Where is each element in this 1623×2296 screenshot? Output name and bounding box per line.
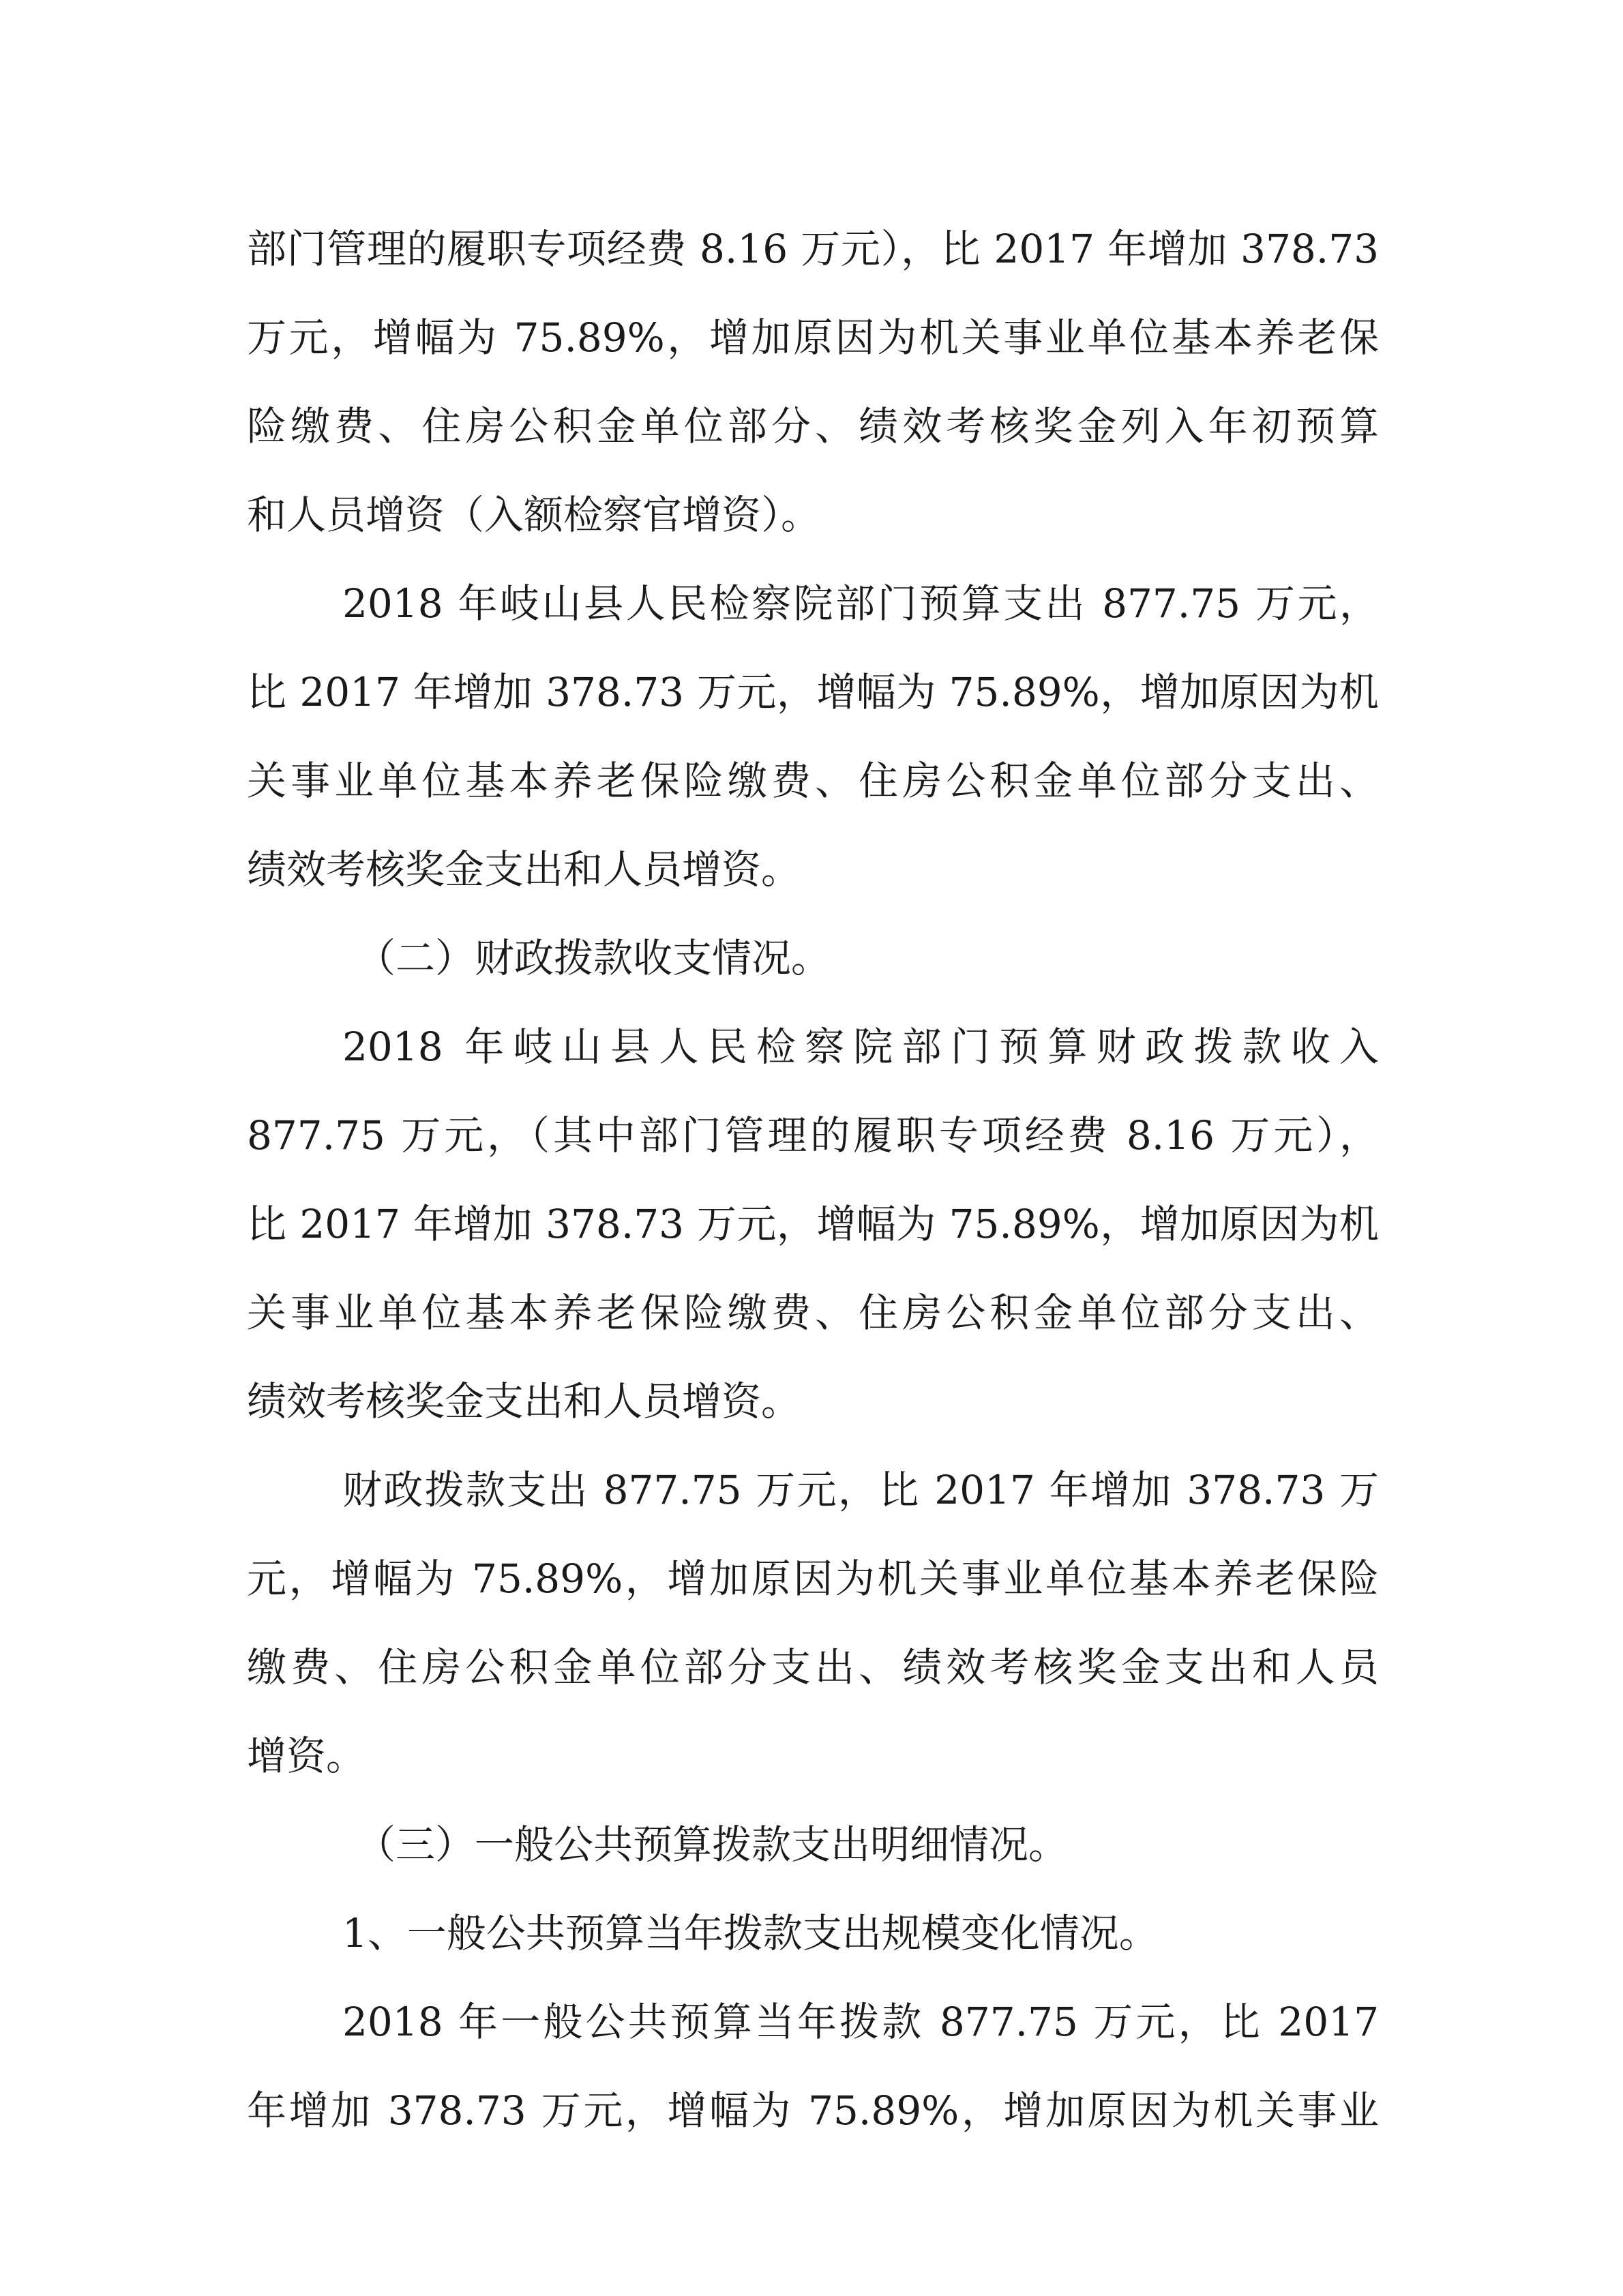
text-line: 万元，增幅为 75.89%，增加原因为机关事业单位基本养老保 <box>247 314 1379 361</box>
text-line: 877.75 万元，（其中部门管理的履职专项经费 8.16 万元）， <box>247 1112 1379 1159</box>
text-line: 关事业单位基本养老保险缴费、住房公积金单位部分支出、 <box>247 758 1379 804</box>
text-line: 比 2017 年增加 378.73 万元，增幅为 75.89%，增加原因为机 <box>247 669 1379 715</box>
paragraph-first-line: 财政拨款支出 877.75 万元，比 2017 年增加 378.73 万 <box>342 1467 1379 1513</box>
section-heading: （三）一般公共预算拨款支出明细情况。 <box>356 1821 1069 1868</box>
subsection-heading: 1、一般公共预算当年拨款支出规模变化情况。 <box>342 1910 1159 1956</box>
section-heading: （二）财政拨款收支情况。 <box>356 935 831 981</box>
paragraph-first-line: 2018 年岐山县人民检察院部门预算财政拨款收入 <box>342 1024 1379 1070</box>
paragraph-first-line: 2018 年一般公共预算当年拨款 877.75 万元，比 2017 <box>342 1999 1379 2045</box>
text-line: 年增加 378.73 万元，增幅为 75.89%，增加原因为机关事业 <box>247 2087 1379 2134</box>
text-line: 绩效考核奖金支出和人员增资。 <box>247 846 801 893</box>
text-line: 关事业单位基本养老保险缴费、住房公积金单位部分支出、 <box>247 1289 1379 1336</box>
text-line: 和人员增资（入额检察官增资）。 <box>247 492 821 538</box>
text-line: 比 2017 年增加 378.73 万元，增幅为 75.89%，增加原因为机 <box>247 1201 1379 1247</box>
text-line: 部门管理的履职专项经费 8.16 万元），比 2017 年增加 378.73 <box>247 226 1379 272</box>
text-line: 绩效考核奖金支出和人员增资。 <box>247 1378 801 1425</box>
text-line: 险缴费、住房公积金单位部分、绩效考核奖金列入年初预算 <box>247 403 1379 449</box>
document-body <box>247 205 1379 2155</box>
paragraph-first-line: 2018 年岐山县人民检察院部门预算支出 877.75 万元， <box>342 580 1379 627</box>
text-line: 缴费、住房公积金单位部分支出、绩效考核奖金支出和人员 <box>247 1644 1379 1690</box>
text-line: 元，增幅为 75.89%，增加原因为机关事业单位基本养老保险 <box>247 1555 1379 1602</box>
text-line: 增资。 <box>247 1733 366 1779</box>
